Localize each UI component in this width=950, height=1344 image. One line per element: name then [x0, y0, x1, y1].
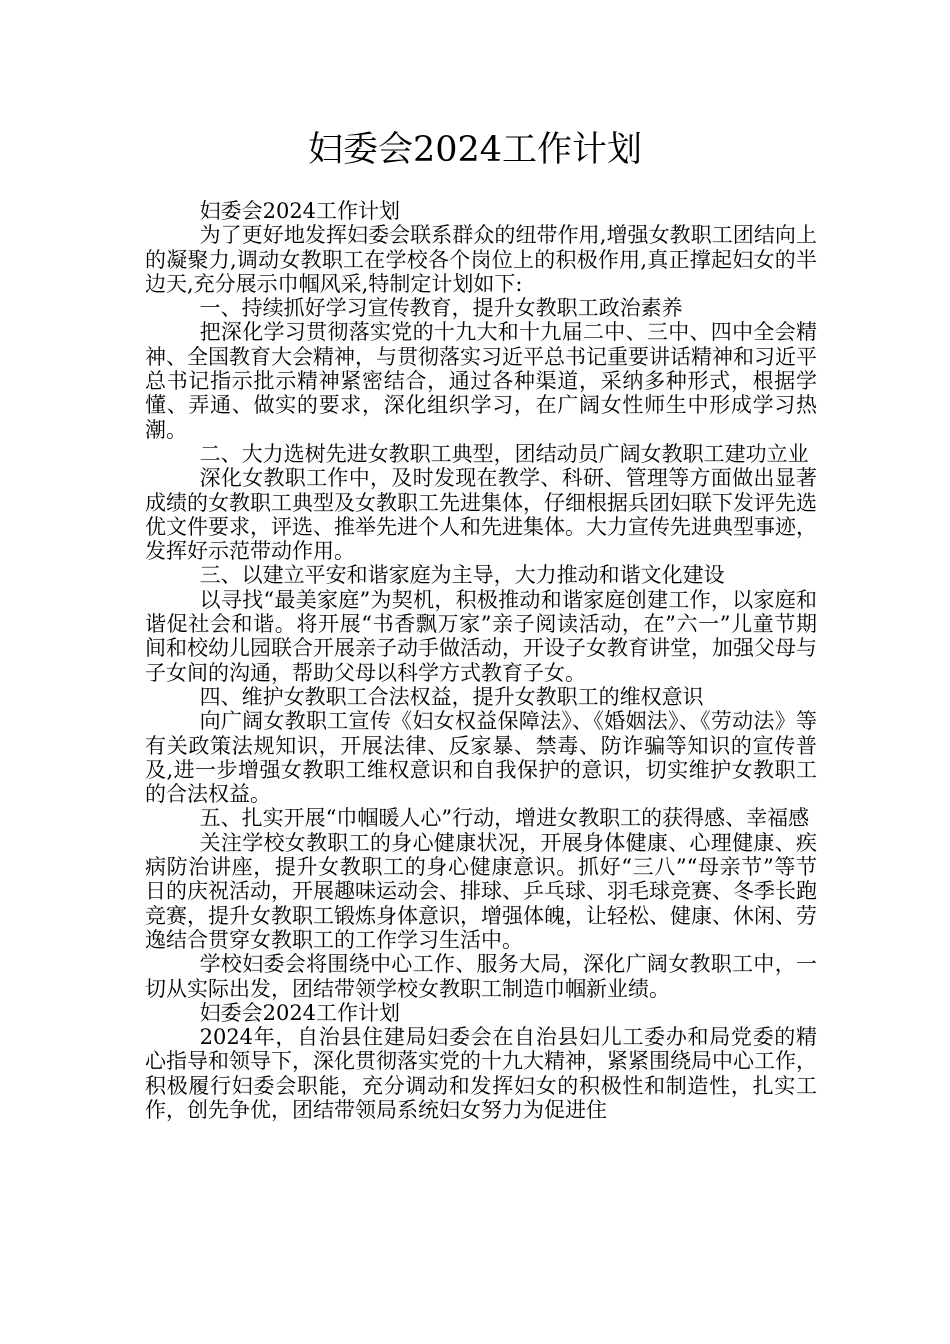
paragraph-section-3: 以寻找“最美家庭”为契机，积极推动和谐家庭创建工作，以家庭和谐促社会和谐。将开展“书香飘万家”亲子阅读活动，在”六一”儿童节期间和校幼儿园联合开展亲子动手做活动，开设子女教育讲堂，加强父母与子女间的沟通，帮助父母以科学方式教育子女。	[145, 587, 817, 685]
document-title: 妇委会2024工作计划	[307, 130, 643, 170]
paragraph-section-5: 关注学校女教职工的身心健康状况，开展身体健康、心理健康、疾病防治讲座，提升女教职工的身心健康意识。抓好“三八”“母亲节”等节日的庆祝活动，开展趣味运动会、排球、乒乓球、羽毛球竞赛、冬季长跑竞赛，提升女教职工锻炼身体意识，增强体魄，让轻松、健康、休闲、劳逸结合贯穿女教职工的工作学习生活中。	[145, 830, 817, 952]
paragraph-section-4: 向广阔女教职工宣传《妇女权益保障法》、《婚姻法》、《劳动法》等有关政策法规知识，开展法律、反家暴、禁毒、防诈骗等知识的宣传普及,进一步增强女教职工维权意识和自我保护的意识，切实维护女教职工的合法权益。	[145, 709, 817, 807]
paragraph-conclusion: 学校妇委会将围绕中心工作、服务大局，深化广阔女教职工中，一切从实际出发，团结带领学校女教职工制造巾帼新业绩。	[145, 952, 817, 1001]
section-heading-1: 一、持续抓好学习宣传教育，提升女教职工政治素养	[199, 296, 683, 321]
paragraph-section-2: 深化女教职工作中，及时发现在教学、科研、管理等方面做出显著成绩的女教职工典型及女教职工先进集体，仔细根据兵团妇联下发评先选优文件要求，评选、推举先进个人和先进集体。大力宣传先进典型事迹，发挥好示范带动作用。	[145, 466, 817, 564]
paragraph-subtitle: 妇委会2024工作计划	[199, 199, 401, 223]
paragraph-intro: 为了更好地发挥妇委会联系群众的纽带作用,增强女教职工团结向上的凝聚力,调动女教职工在学校各个岗位上的积极作用,真正撑起妇女的半边天,充分展示巾帼风采,特制定计划如下:	[145, 223, 817, 296]
section-heading-5: 五、扎实开展“巾帼暖人心”行动，增进女教职工的获得感、幸福感	[199, 806, 810, 831]
document-body	[145, 199, 817, 1122]
section-heading-2: 二、大力选树先进女教职工典型，团结动员广阔女教职工建功立业	[199, 441, 809, 466]
section-heading-3: 三、以建立平安和谐家庭为主导，大力推动和谐文化建设	[199, 563, 725, 588]
paragraph-subtitle-2: 妇委会2024工作计划	[199, 1000, 401, 1025]
paragraph-section-1: 把深化学习贯彻落实党的十九大和十九届二中、三中、四中全会精神、全国教育大会精神，与贯彻落实习近平总书记重要讲话精神和习近平总书记指示批示精神紧密结合，通过各种渠道，采纳多种形式，根据学懂、弄通、做实的要求，深化组织学习，在广阔女性师生中形成学习热潮。	[145, 320, 817, 442]
section-heading-4: 四、维护女教职工合法权益，提升女教职工的维权意识	[199, 684, 704, 709]
paragraph-plan-2-intro: 2024年，自治县住建局妇委会在自治县妇儿工委办和局党委的精心指导和领导下，深化贯彻落实党的十九大精神，紧紧围绕局中心工作，积极履行妇委会职能，充分调动和发挥妇女的积极性和制造性，扎实工作，创先争优，团结带领局系统妇女努力为促进住	[145, 1025, 817, 1122]
